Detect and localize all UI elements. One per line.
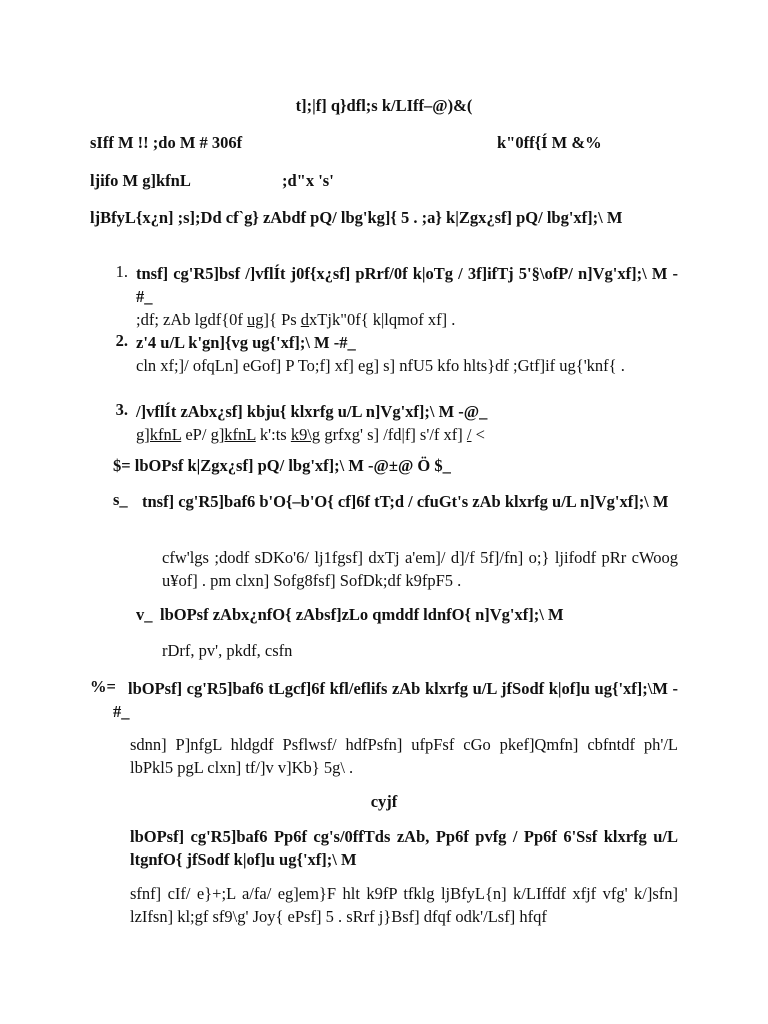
question-5-body: lbOPsf] cg'R5]baf6 tLgcf]6f kfl/eflifs zAb klxrfg u/L jfSodf k|of]u ug{'xf];\M -#_ [113, 679, 678, 721]
question-6-text: lbOPsf] cg'R5]baf6 Pp6f cg's/0ffTds zAb, Pp6f pvfg / Pp6f 6'Ssf klxrfg u/L ltgnfO{ jfSodf k|of]u ug{'xf];\ M [130, 827, 678, 869]
question-1-text: tnsf] cg'R5]bsf /]vflÍt j0f{x¿sf] pRrf/0f k|oTg / 3f]ifTj 5'§\ofP/ n]Vg'xf];\ M -#_ [136, 264, 678, 306]
question-5-passage: sdnn] P]nfgL hldgdf Psflwsf/ hdfPsfn] ufpFsf cGo pkef]Qmfn] cbfntdf ph'/L lbPkl5 pgL clxn] tf/]v v]Kb} 5g\ . [130, 735, 678, 777]
underlined-word: g]kfnL [210, 425, 256, 444]
sentence-part: xTjk"0f{ k|lqmof xf] . [309, 310, 456, 329]
underlined-word: / [466, 425, 472, 444]
or-heading: cyjf [370, 792, 398, 811]
question-2-sentence: cln xf;]/ ofqLn] eGof] P To;f] xf] eg] s] nfU5 kfo hlts}df ;Gtf]if ug{'knf{ . [136, 356, 625, 375]
subquestion-ka-text [136, 490, 678, 513]
sentence-part: grfxg' s] /fd|f] s'/f xf] [320, 425, 467, 444]
question-5-label: %= [90, 677, 116, 696]
question-3-sentence [136, 423, 678, 446]
subquestion-ka-label: s_ [113, 490, 128, 509]
subject-line: ljifo M g]kfnL [90, 171, 191, 190]
question-6-passage: sfnf] cIf/ e}+;L a/fa/ eg]em}F hlt k9fP tfklg ljBfyL{n] k/LIffdf xfjf vfg' k/]sfn] lzIfsn] kl;gf sf9\g' Joy{ ePsf] 5 . sRrf j}Bsf] dfqf odk'/Lsf] hfqf [130, 884, 678, 926]
exam-title: t];|f] q}dfl;s k/LIff–@)&( [295, 96, 473, 115]
question-5-text [113, 677, 678, 723]
sentence-part: k':ts [255, 425, 291, 444]
subquestion-kha-words: rDrf, pv', pkdf, csfn [162, 641, 293, 660]
group-line: ;d"x 's' [282, 171, 334, 190]
class-time-line: sIff M !! ;do M # 306f [90, 133, 243, 152]
underlined-word: d [300, 310, 310, 329]
sentence-part: eP/ [181, 425, 211, 444]
subquestion-kha-text: lbOPsf zAbx¿nfO{ zAbsf]zLo qmddf ldnfO{ n]Vg'xf];\ M [160, 605, 564, 624]
subquestion-ka-passage: cfw'lgs ;dodf sDKo'6/ lj1fgsf] dxTj a'em]/ d]/f 5f]/fn] o;} ljifodf pRr cWoog u¥of] . pm clxn] Sofg8fsf] SofDk;df k9fpF5 . [162, 548, 678, 590]
question-number: 3. [115, 400, 128, 419]
question-2-text: z'4 u/L k'gn]{vg ug{'xf];\ M -#_ [136, 333, 356, 352]
subquestion-ka-body: tnsf] cg'R5]baf6 b'O{–b'O{ cf]6f tT;d / cfuGt's zAb klxrfg u/L n]Vg'xf];\ M [142, 492, 669, 511]
question-1-sentence [136, 308, 678, 331]
general-instruction: ljBfyL{x¿n] ;s];Dd cf`g} zAbdf pQ/ lbg'kg]{ 5 . ;a} k|Zgx¿sf] pQ/ lbg'xf];\ M [90, 208, 623, 227]
underlined-word: k9\g [290, 425, 321, 444]
full-marks-line: k"0ff{Í M &% [497, 133, 602, 152]
question-3-text: /]vflÍt zAbx¿sf] kbju{ klxrfg u/L n]Vg'xf];\ M -@_ [136, 402, 488, 421]
sentence-part: ]{ Ps [263, 310, 301, 329]
question-4-heading: $= lbOPsf k|Zgx¿sf] pQ/ lbg'xf];\ M -@±@ Ö $_ [113, 456, 451, 475]
underlined-word: ug [247, 310, 264, 329]
question-number: 2. [115, 331, 128, 350]
underlined-word: g]kfnL [136, 425, 182, 444]
question-number: 1. [115, 262, 128, 281]
subquestion-kha-label: v_ [136, 605, 153, 624]
sentence-part: ;df; zAb lgdf{0f [136, 310, 248, 329]
sentence-part: < [471, 425, 485, 444]
